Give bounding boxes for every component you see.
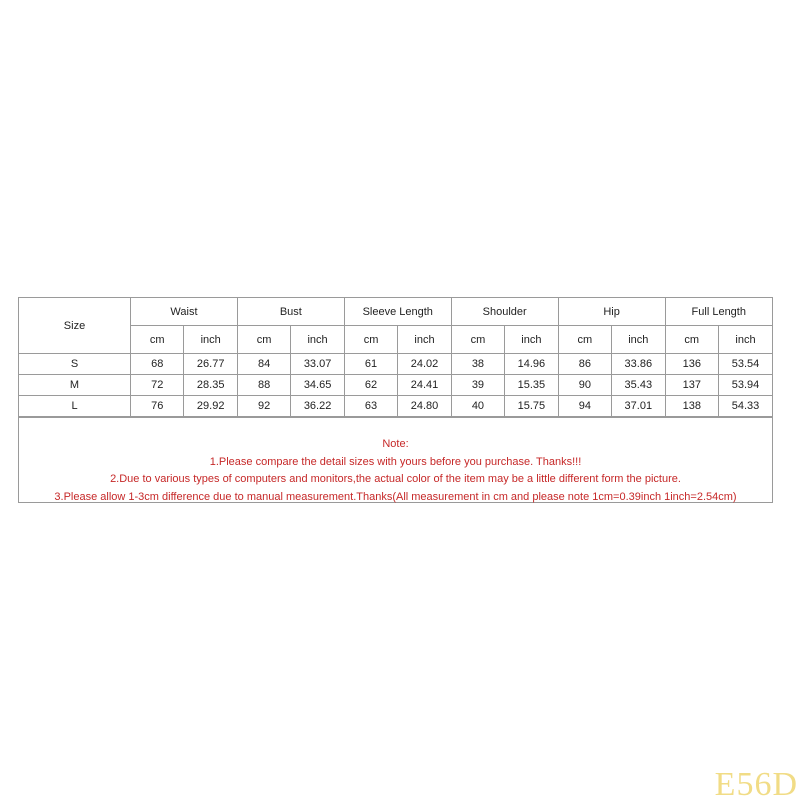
group-header-hip: Hip: [558, 298, 665, 326]
size-cell: M: [19, 375, 131, 396]
value-cell: 138: [665, 396, 718, 417]
unit-header: cm: [344, 326, 397, 354]
note-line: 2.Due to various types of computers and monitors,the actual color of the item may be a little different form the picture.: [110, 473, 681, 485]
unit-header: inch: [291, 326, 344, 354]
size-cell: L: [19, 396, 131, 417]
notes-section: [19, 417, 772, 502]
unit-header: inch: [398, 326, 451, 354]
value-cell: 28.35: [184, 375, 237, 396]
unit-header: inch: [505, 326, 558, 354]
value-cell: 76: [131, 396, 184, 417]
value-cell: 68: [131, 354, 184, 375]
size-cell: S: [19, 354, 131, 375]
table-row: [19, 375, 772, 396]
value-cell: 38: [451, 354, 504, 375]
value-cell: 15.35: [505, 375, 558, 396]
value-cell: 24.02: [398, 354, 451, 375]
note-line: 1.Please compare the detail sizes with yours before you purchase. Thanks!!!: [209, 455, 582, 468]
unit-header: cm: [451, 326, 504, 354]
unit-header: inch: [612, 326, 665, 354]
table-row: [19, 396, 772, 417]
notes-title: Note:: [382, 438, 409, 450]
unit-header: cm: [237, 326, 290, 354]
value-cell: 84: [237, 354, 290, 375]
value-cell: 136: [665, 354, 718, 375]
value-cell: 15.75: [505, 396, 558, 417]
note-line: 3.Please allow 1-3cm difference due to manual measurement.Thanks(All measurement in cm and please note 1cm=0.39inch 1inch=2.54cm): [54, 490, 737, 503]
value-cell: 39: [451, 375, 504, 396]
group-header-shoulder: Shoulder: [451, 298, 558, 326]
value-cell: 40: [451, 396, 504, 417]
size-table: [19, 298, 772, 417]
value-cell: 88: [237, 375, 290, 396]
value-cell: 86: [558, 354, 611, 375]
value-cell: 53.94: [718, 375, 772, 396]
unit-header-row: [19, 326, 772, 354]
value-cell: 62: [344, 375, 397, 396]
value-cell: 33.07: [291, 354, 344, 375]
value-cell: 29.92: [184, 396, 237, 417]
value-cell: 61: [344, 354, 397, 375]
value-cell: 14.96: [505, 354, 558, 375]
size-header: Size: [19, 298, 131, 354]
unit-header: inch: [718, 326, 772, 354]
group-header-sleeve-length: Sleeve Length: [344, 298, 451, 326]
group-header-full-length: Full Length: [665, 298, 772, 326]
value-cell: 24.41: [398, 375, 451, 396]
value-cell: 34.65: [291, 375, 344, 396]
value-cell: 35.43: [612, 375, 665, 396]
table-row: [19, 354, 772, 375]
group-header-waist: Waist: [131, 298, 238, 326]
value-cell: 26.77: [184, 354, 237, 375]
value-cell: 72: [131, 375, 184, 396]
value-cell: 90: [558, 375, 611, 396]
size-chart: [18, 297, 773, 503]
unit-header: cm: [558, 326, 611, 354]
value-cell: 24.80: [398, 396, 451, 417]
value-cell: 36.22: [291, 396, 344, 417]
unit-header: inch: [184, 326, 237, 354]
value-cell: 33.86: [612, 354, 665, 375]
value-cell: 137: [665, 375, 718, 396]
value-cell: 53.54: [718, 354, 772, 375]
value-cell: 94: [558, 396, 611, 417]
value-cell: 63: [344, 396, 397, 417]
unit-header: cm: [131, 326, 184, 354]
value-cell: 92: [237, 396, 290, 417]
watermark: E56D: [714, 766, 798, 803]
unit-header: cm: [665, 326, 718, 354]
group-header-bust: Bust: [237, 298, 344, 326]
value-cell: 54.33: [718, 396, 772, 417]
value-cell: 37.01: [612, 396, 665, 417]
group-header-row: [19, 298, 772, 326]
